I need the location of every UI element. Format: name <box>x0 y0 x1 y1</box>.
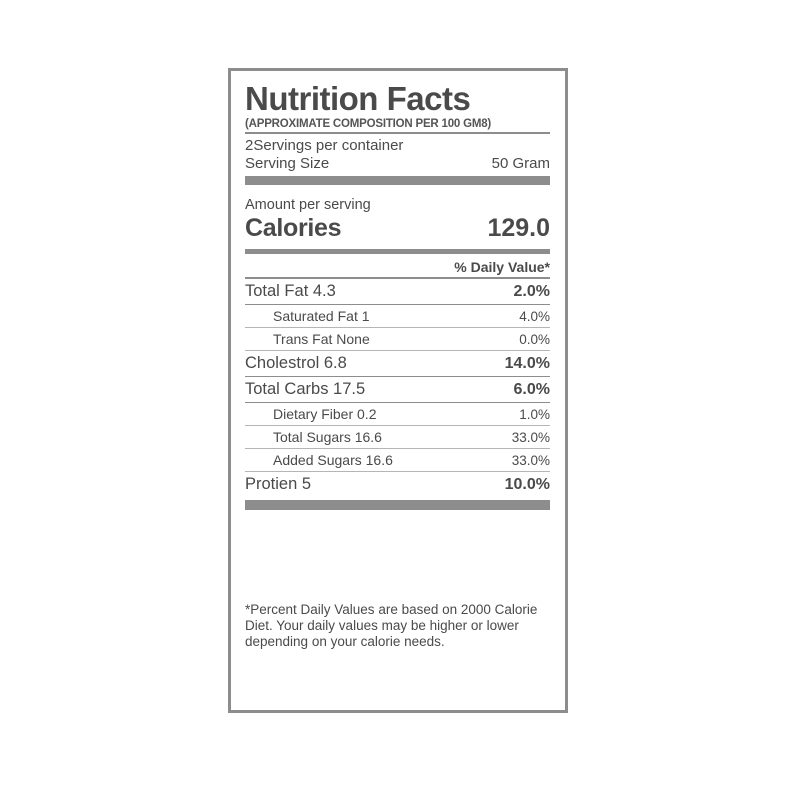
table-row <box>245 305 550 328</box>
nutrient-dv: 6.0% <box>513 381 550 398</box>
nutrient-name: Saturated Fat 1 <box>273 308 370 324</box>
daily-value-header: % Daily Value* <box>245 259 550 279</box>
calories-label: Calories <box>245 214 342 242</box>
approximate-composition-note: (APPROXIMATE COMPOSITION PER 100 GM8) <box>245 118 550 134</box>
table-row <box>245 449 550 472</box>
nutrient-name: Total Fat 4.3 <box>245 282 336 300</box>
nutrient-name: Added Sugars 16.6 <box>273 452 393 468</box>
nutrient-name: Total Sugars 16.6 <box>273 429 382 445</box>
nutrient-rows <box>245 279 550 497</box>
daily-value-footnote: *Percent Daily Values are based on 2000 Calorie Diet. Your daily values may be higher or lower depending on your calorie needs. <box>245 602 538 649</box>
table-row <box>245 426 550 449</box>
servings-per-container <box>245 137 550 154</box>
nutrient-name: Trans Fat None <box>273 331 370 347</box>
calories-value: 129.0 <box>487 214 550 242</box>
table-row <box>245 351 550 377</box>
amount-per-serving-label: Amount per serving <box>245 197 371 213</box>
nutrient-dv: 14.0% <box>504 355 550 372</box>
servings-count: 2 <box>245 137 254 154</box>
nutrient-name: Dietary Fiber 0.2 <box>273 406 377 422</box>
nutrient-dv: 4.0% <box>519 309 550 324</box>
nutrient-dv: 2.0% <box>513 283 550 300</box>
nutrient-dv: 1.0% <box>519 407 550 422</box>
nutrient-name: Total Carbs 17.5 <box>245 380 366 398</box>
nutrition-facts-content <box>245 81 550 650</box>
divider-thick-top <box>245 176 550 185</box>
page-title: Nutrition Facts <box>245 80 471 117</box>
nutrition-facts-panel <box>228 68 568 713</box>
serving-size-value: 50 Gram <box>491 155 550 172</box>
divider-thick-bottom <box>245 500 550 510</box>
serving-size-row <box>245 155 550 172</box>
table-row <box>245 403 550 426</box>
table-row <box>245 328 550 351</box>
serving-size-label: Serving Size <box>245 155 330 172</box>
nutrient-dv: 33.0% <box>511 453 550 468</box>
nutrient-dv: 33.0% <box>511 430 550 445</box>
nutrient-dv: 10.0% <box>504 476 550 493</box>
table-row <box>245 472 550 497</box>
divider-medium <box>245 249 550 254</box>
table-row <box>245 279 550 305</box>
calories-row <box>245 214 550 243</box>
nutrient-name: Protien 5 <box>245 475 312 493</box>
table-row <box>245 377 550 403</box>
nutrient-name: Cholestrol 6.8 <box>245 354 347 372</box>
nutrient-dv: 0.0% <box>519 332 550 347</box>
servings-label: Servings per container <box>253 137 404 154</box>
